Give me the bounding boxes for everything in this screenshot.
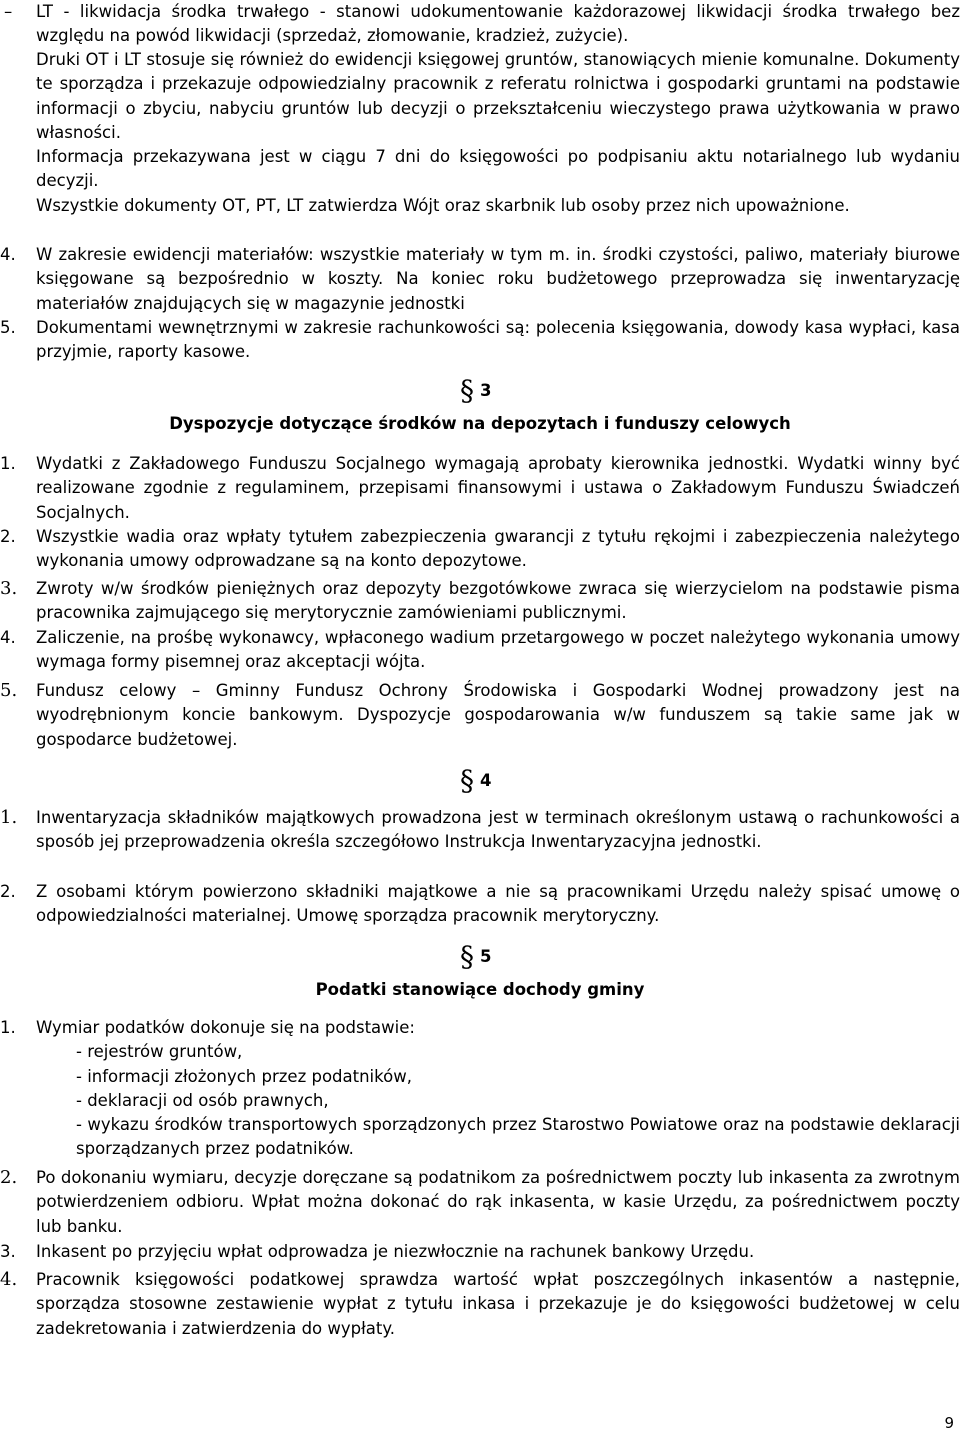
paragraph-sec3-item-5: Fundusz celowy – Gminny Fundusz Ochrony Środowiska i Gospodarki Wodnej prowadzony jest na wyodrębnionym koncie bankowym. Dyspozycje gospodarowania w/w funduszem są takie same jak w gospodarce budżetowej.: [36, 681, 960, 749]
section-symbol: §: [460, 374, 474, 407]
item-number: 3.: [0, 1242, 16, 1261]
list-item: - rejestrów gruntów,: [76, 1042, 243, 1062]
paragraph-sec3-item-2: Wszystkie wadia oraz wpłaty tytułem zabezpieczenia gwarancji z tytułu rękojmi i zabezpieczenia należytego wykonania umowy odprowadzane są na konto depozytowe.: [36, 527, 960, 571]
paragraph-sec5-item-1: [36, 1016, 960, 1162]
paragraph-informacja: Informacja przekazywana jest w ciągu 7 dni do księgowości po podpisaniu aktu notarialnego lub wydaniu decyzji.: [36, 147, 960, 191]
paragraph-item-4: W zakresie ewidencji materiałów: wszystkie materiały w tym m. in. środki czystości, paliwo, materiały biurowe księgowane są bezpośrednio w koszty. Na koniec roku budżetowego przeprowadza się inwentaryzację materiałów znajdujących się w magazynie jednostki: [36, 245, 960, 313]
paragraph-item-5: Dokumentami wewnętrznymi w zakresie rachunkowości są: polecenia księgowania, dowody kasa wypłaci, kasa przyjmie, raporty kasowe.: [36, 318, 960, 362]
section-title-3: Dyspozycje dotyczące środków na depozytach i funduszy celowych: [169, 414, 791, 433]
item-number: 4.: [0, 628, 16, 647]
item-number: 3.: [0, 578, 18, 599]
list-dash: –: [4, 2, 13, 21]
paragraph-sec5-item-3: Inkasent po przyjęciu wpłat odprowadza je niezwłocznie na rachunek bankowy Urzędu.: [36, 1242, 755, 1261]
section-symbol: §: [460, 940, 474, 973]
paragraph-sec5-item-4: Pracownik księgowości podatkowej sprawdza wartość wpłat poszczególnych inkasentów a następnie, sporządza stosowne zestawienie wypłat z tytułu inkasa i przekazuje je do księgowości budżetowej w celu zadekretowania i zatwierdzenia do wypłaty.: [36, 1270, 960, 1338]
item-number: 1.: [0, 1018, 16, 1037]
item-number: 4.: [0, 245, 16, 264]
item-number: 2.: [0, 882, 16, 901]
item-number: 1.: [0, 454, 16, 473]
item-number: 5.: [0, 318, 16, 337]
section-title-5: Podatki stanowiące dochody gminy: [315, 980, 645, 999]
item-number: 4.: [0, 1269, 18, 1290]
paragraph-sec3-item-1: Wydatki z Zakładowego Funduszu Socjalnego wymagają aprobaty kierownika jednostki. Wydatki winny być realizowane zgodnie z regulaminem, przepisami finansowymi i ustawa o Zakładowym Funduszu Świadczeń Socjalnych.: [36, 454, 960, 522]
section-number: 4: [480, 771, 492, 790]
list-item: - deklaracji od osób prawnych,: [76, 1090, 329, 1110]
section-marker-4: [460, 764, 491, 797]
section-marker-5: [460, 940, 491, 973]
item-number: 5.: [0, 680, 18, 701]
paragraph-lt: LT - likwidacja środka trwałego - stanowi udokumentowanie każdorazowej likwidacji środka trwałego bez względu na powód likwidacji (sprzedaż, złomowanie, kradzież, zużycie).: [36, 2, 960, 46]
paragraph-sec3-item-3: Zwroty w/w środków pieniężnych oraz depozyty bezgotówkowe zwraca się wierzycielom na podstawie pisma pracownika zajmującego się merytorycznie zamówieniami publicznymi.: [36, 579, 960, 623]
section-marker-3: [460, 374, 491, 407]
section-number: 3: [480, 381, 492, 400]
paragraph-sec3-item-4: Zaliczenie, na prośbę wykonawcy, wpłaconego wadium przetargowego w poczet należytego wykonania umowy wymaga formy pisemnej oraz akceptacji wójta.: [36, 628, 960, 672]
paragraph-sec4-item-1: Inwentaryzacja składników majątkowych prowadzona jest w terminach określonym ustawą o rachunkowości a sposób jej przeprowadzenia określa szczegółowo Instrukcja Inwentaryzacyjna jednostki.: [36, 808, 960, 852]
list-item: - wykazu środków transportowych sporządzonych przez Starostwo Powiatowe oraz na podstawie deklaracji sporządzanych przez podatników.: [76, 1115, 960, 1159]
item-number: 2.: [0, 527, 16, 546]
list-lead: Wymiar podatków dokonuje się na podstawie:: [36, 1018, 415, 1037]
section-number: 5: [480, 947, 492, 966]
paragraph-sec5-item-2: Po dokonaniu wymiaru, decyzje doręczane są podatnikom za pośrednictwem poczty lub inkasenta za zwrotnym potwierdzeniem odbioru. Wpłat można dokonać do rąk inkasenta, w kasie Urzędu, za pośrednictwem poczty lub banku.: [36, 1168, 960, 1236]
paragraph-druki: Druki OT i LT stosuje się również do ewidencji księgowej gruntów, stanowiących mienie komunalne. Dokumenty te sporządza i przekazuje odpowiedzialny pracownik z referatu rolnictwa i gospodarki gruntami na podstawie informacji o zbyciu, nabyciu gruntów lub decyzji o przekształceniu wieczystego prawa użytkowania w prawo własności.: [36, 50, 960, 142]
paragraph-sec4-item-2: Z osobami którym powierzono składniki majątkowe a nie są pracownikami Urzędu należy spisać umowę o odpowiedzialności materialnej. Umowę sporządza pracownik merytoryczny.: [36, 882, 960, 926]
item-number: 1.: [0, 807, 18, 828]
page-number: 9: [944, 1414, 954, 1432]
item-number: 2.: [0, 1167, 18, 1188]
list-item: - informacji złożonych przez podatników,: [76, 1066, 412, 1086]
paragraph-wszystkie: Wszystkie dokumenty OT, PT, LT zatwierdza Wójt oraz skarbnik lub osoby przez nich upoważnione.: [36, 196, 850, 215]
section-symbol: §: [460, 764, 474, 797]
